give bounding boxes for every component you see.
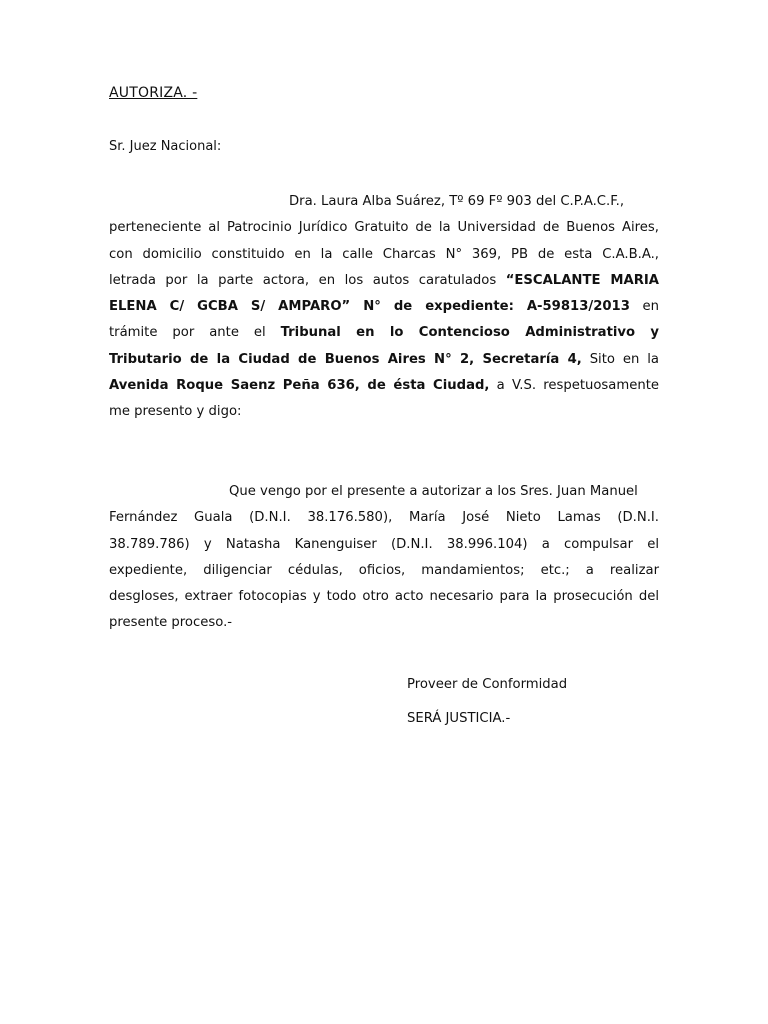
paragraph-line: 38.789.786) y Natasha Kanenguiser (D.N.I. 38.996.104) a compulsar el: [109, 536, 659, 552]
paragraph-presentation: [109, 189, 659, 426]
document-title: AUTORIZA. -: [109, 85, 198, 101]
paragraph-line: Fernández Guala (D.N.I. 38.176.580), María José Nieto Lamas (D.N.I.: [109, 510, 659, 526]
paragraph-line: [109, 268, 659, 294]
paragraph-text: trámite por ante el: [109, 325, 266, 341]
paragraph-line: expediente, diligenciar cédulas, oficios, mandamientos; etc.; a realizar: [109, 562, 659, 578]
paragraph-text: a V.S. respetuosamente: [496, 378, 659, 394]
paragraph-line: presente proceso.-: [109, 615, 233, 631]
paragraph-line: [109, 294, 659, 320]
case-name: “ESCALANTE MARIA: [505, 272, 659, 288]
case-number: ELENA C/ GCBA S/ AMPARO” N° de expediente: A-59813/2013: [109, 299, 630, 315]
paragraph-line: con domicilio constituido en la calle Charcas N° 369, PB de esta C.A.B.A.,: [109, 246, 659, 262]
paragraph-line: [109, 373, 659, 399]
paragraph-line: me presento y digo:: [109, 404, 242, 420]
closing-line-justice: SERÁ JUSTICIA.-: [407, 711, 511, 726]
paragraph-text: en: [642, 299, 659, 315]
paragraph-authorization: [109, 479, 659, 637]
court-address: Avenida Roque Saenz Peña 636, de ésta Ciudad,: [109, 378, 490, 394]
paragraph-line: desgloses, extraer fotocopias y todo otro acto necesario para la prosecución del: [109, 589, 659, 605]
paragraph-line: Dra. Laura Alba Suárez, Tº 69 Fº 903 del C.P.A.C.F.,: [289, 194, 625, 209]
paragraph-text: letrada por la parte actora, en los autos caratulados: [109, 272, 497, 288]
paragraph-line: [109, 320, 659, 346]
paragraph-line: perteneciente al Patrocinio Jurídico Gratuito de la Universidad de Buenos Aires,: [109, 220, 659, 236]
court-name: Tribunal en lo Contencioso Administrativo y: [280, 325, 659, 341]
paragraph-text: Sito en la: [589, 351, 659, 367]
court-name-cont: Tributario de la Ciudad de Buenos Aires N° 2, Secretaría 4,: [109, 351, 582, 367]
salutation: Sr. Juez Nacional:: [109, 139, 222, 154]
paragraph-line: [109, 347, 659, 373]
paragraph-line: Que vengo por el presente a autorizar a los Sres. Juan Manuel: [229, 484, 638, 499]
closing-line-conformity: Proveer de Conformidad: [407, 677, 568, 692]
